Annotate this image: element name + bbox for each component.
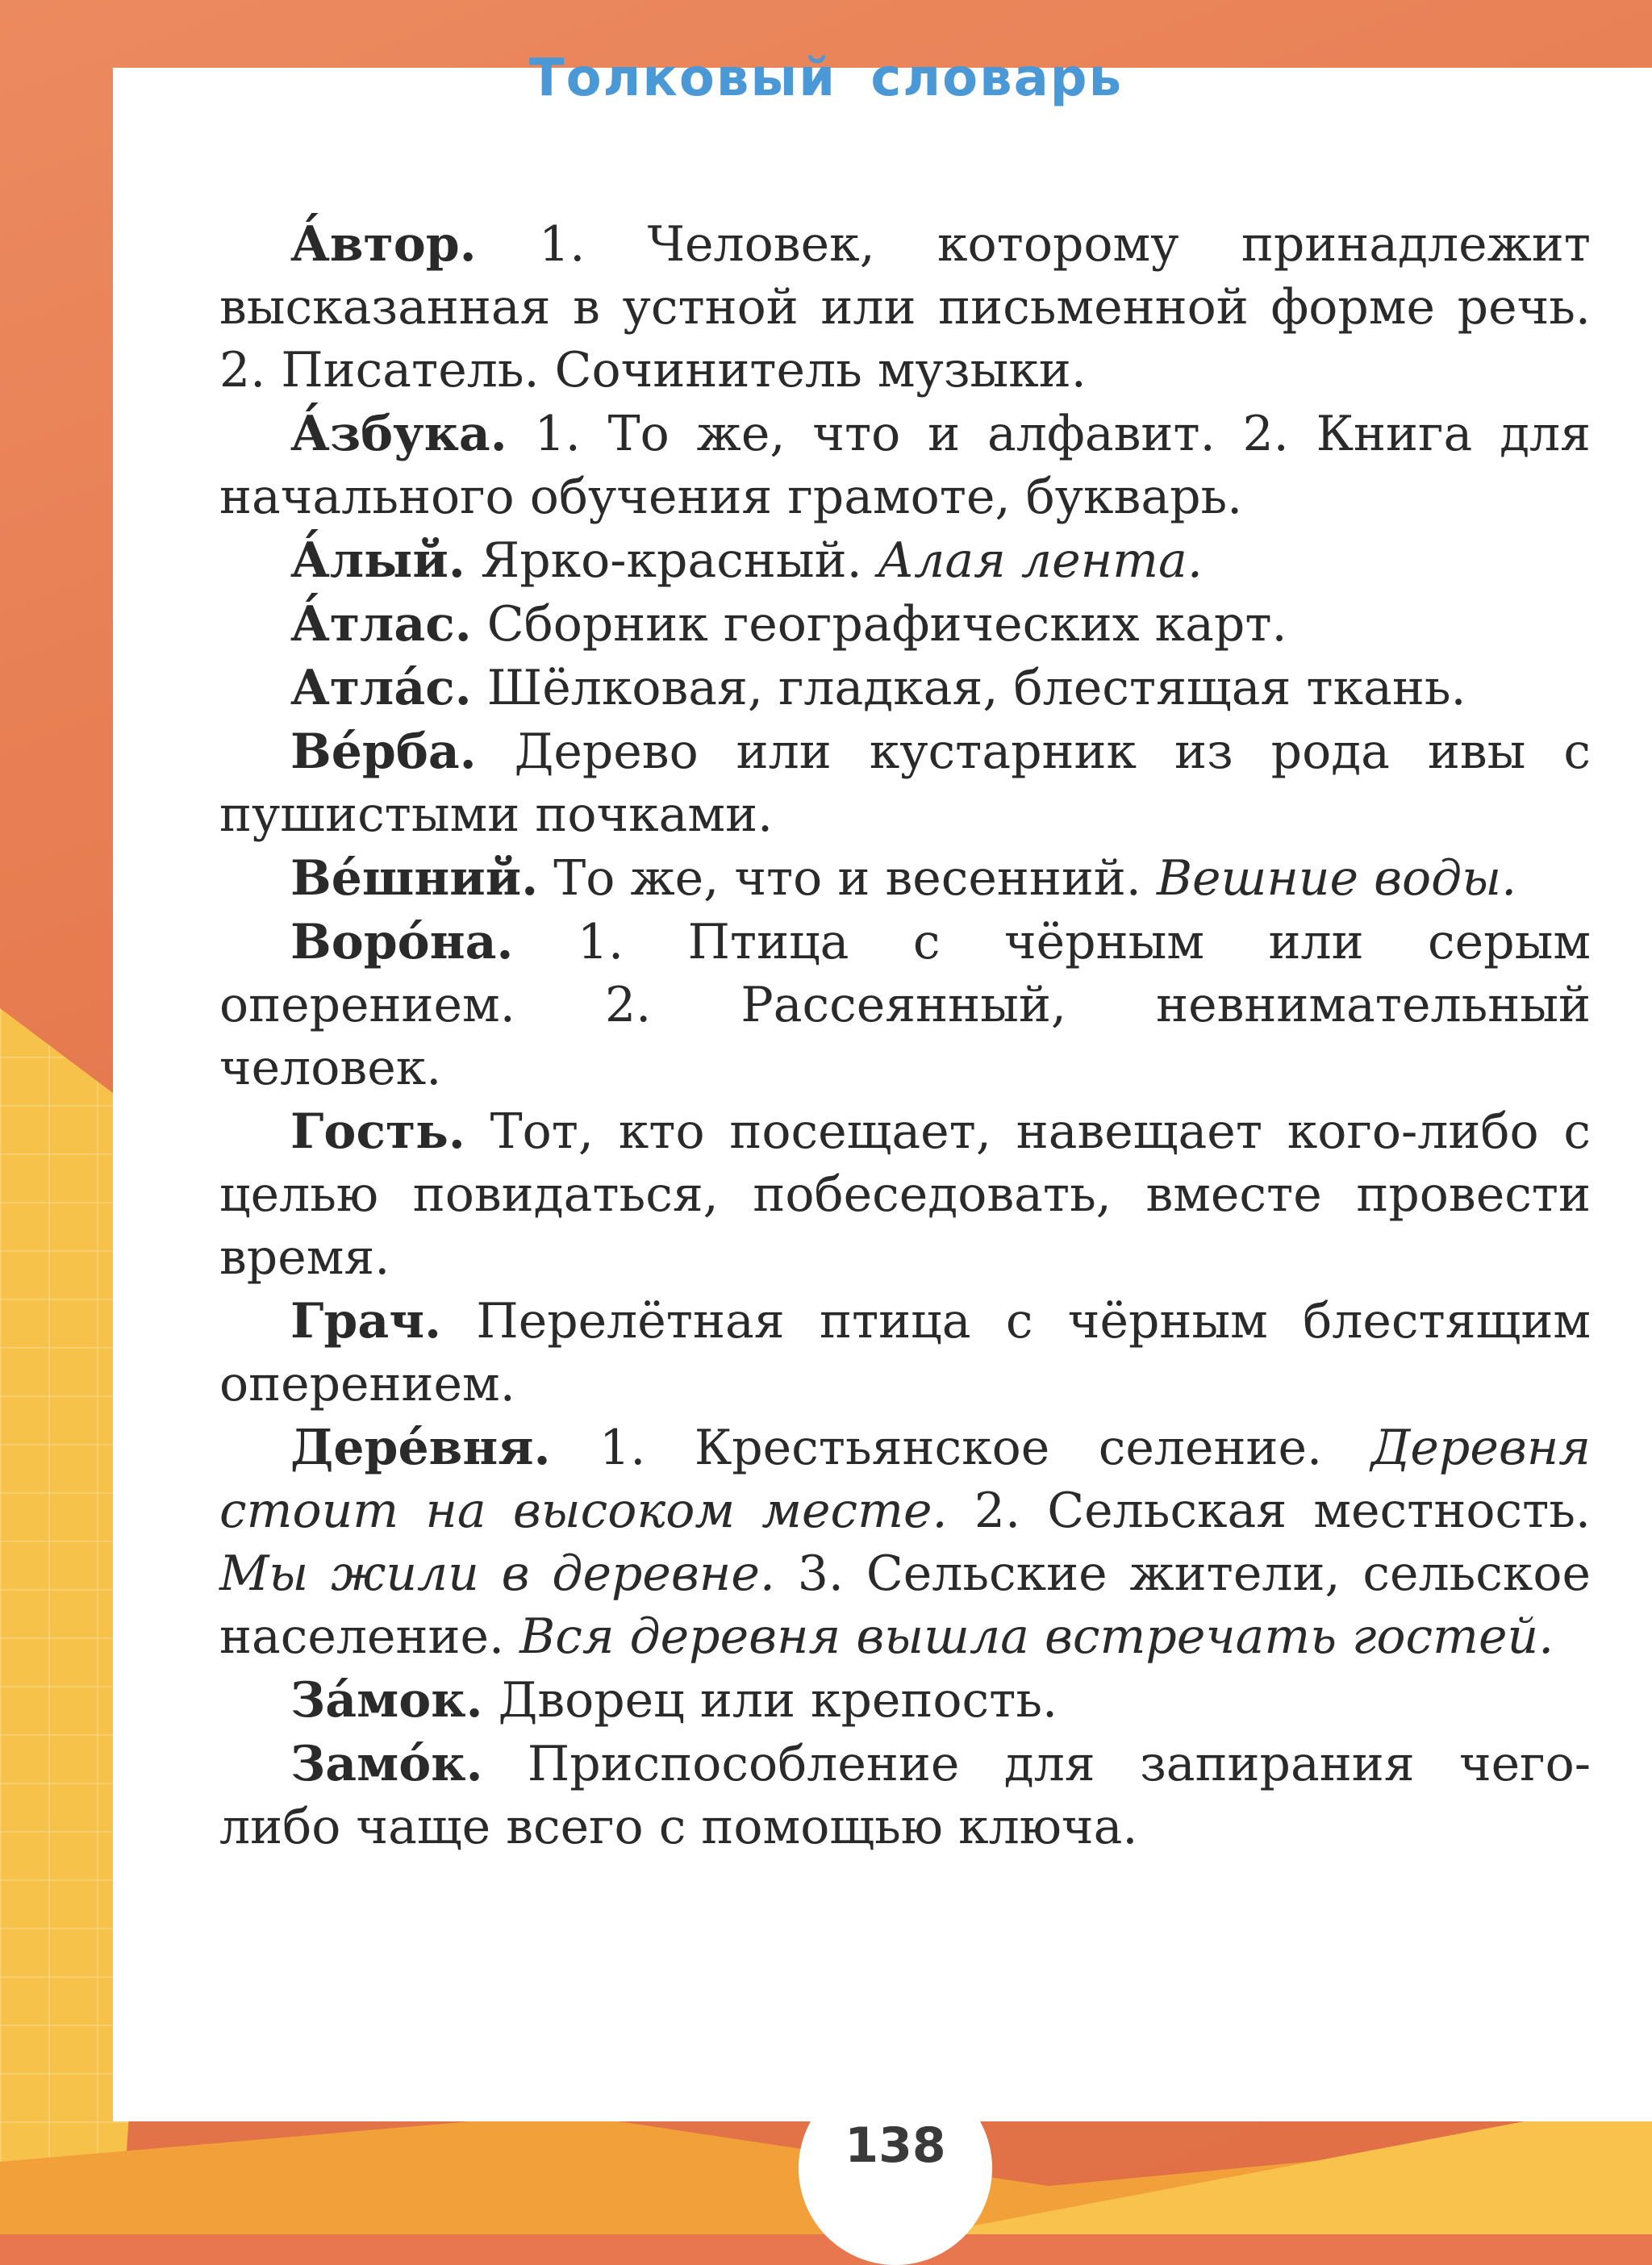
entry-definition: Шёлковая, гладкая, блестящая ткань. bbox=[471, 660, 1466, 716]
dictionary-entries bbox=[219, 213, 1591, 1859]
dictionary-entry bbox=[219, 720, 1591, 846]
entry-example: Вешние воды. bbox=[1156, 850, 1517, 907]
entry-headword: Воро́на. bbox=[290, 914, 514, 970]
entry-definition: Тот, кто посещает, навещает кого-либо с целью повидаться, побеседовать, вместе провести время. bbox=[219, 1103, 1591, 1286]
entry-headword: Замо́к. bbox=[290, 1736, 483, 1792]
entry-headword: Дере́вня. bbox=[290, 1420, 551, 1476]
entry-definition: Перелётная птица с чёрным блестящим оперением. bbox=[219, 1293, 1591, 1412]
entry-headword: Гость. bbox=[290, 1103, 465, 1160]
entry-headword: За́мок. bbox=[290, 1672, 483, 1729]
dictionary-entry bbox=[219, 529, 1591, 592]
entry-headword: Ве́рба. bbox=[290, 724, 477, 780]
dictionary-entry bbox=[219, 1733, 1591, 1858]
entry-definition: Приспособление для запирания чего-либо чаще всего с помощью ключа. bbox=[219, 1736, 1591, 1855]
entry-definition: 2. Сельская местность. bbox=[947, 1483, 1592, 1539]
page-number: 138 bbox=[845, 2117, 946, 2174]
entry-definition: Сборник географических карт. bbox=[471, 596, 1287, 653]
dictionary-entry bbox=[219, 1100, 1591, 1289]
entry-definition: 3. Сельские жители, сельское население. bbox=[219, 1545, 1591, 1665]
page-title: Толковый словарь bbox=[528, 48, 1124, 108]
entry-headword: А́втор. bbox=[290, 216, 477, 273]
entry-example: Алая лента. bbox=[877, 532, 1203, 589]
entry-headword: Ве́шний. bbox=[290, 850, 539, 907]
entry-definition: 1. Птица с чёрным или серым оперением. 2. Рассеянный, невнимательный человек. bbox=[219, 914, 1591, 1096]
entry-definition: 1. То же, что и алфавит. 2. Книга для начального обучения грамоте, букварь. bbox=[219, 406, 1591, 525]
entry-definition: 1. Крестьянское селение. bbox=[550, 1420, 1371, 1476]
dictionary-entry bbox=[219, 911, 1591, 1099]
dictionary-entry bbox=[219, 1416, 1591, 1668]
entry-example: Деревня стоит на высоком месте. bbox=[219, 1420, 1591, 1539]
dictionary-entry bbox=[219, 657, 1591, 720]
entry-definition: Дворец или крепость. bbox=[482, 1672, 1058, 1729]
dictionary-entry bbox=[219, 1669, 1591, 1732]
dictionary-entry bbox=[219, 1290, 1591, 1416]
entry-headword: А́збука. bbox=[290, 406, 507, 462]
dictionary-entry bbox=[219, 847, 1591, 910]
dictionary-entry bbox=[219, 593, 1591, 656]
entry-headword: А́тлас. bbox=[290, 596, 472, 653]
entry-definition: Ярко-красный. bbox=[465, 532, 878, 589]
entry-definition: То же, что и весенний. bbox=[538, 850, 1157, 907]
dictionary-entry bbox=[219, 213, 1591, 402]
dictionary-entry bbox=[219, 403, 1591, 528]
entry-definition: 1. Человек, которому принадлежит высказанная в устной или письменной форме речь. 2. Писатель. Сочинитель музыки. bbox=[219, 216, 1591, 398]
entry-definition: Дерево или кустарник из рода ивы с пушистыми почками. bbox=[219, 724, 1591, 843]
entry-example: Мы жили в деревне. bbox=[219, 1545, 775, 1602]
entry-headword: А́лый. bbox=[290, 532, 465, 589]
entry-example: Вся деревня вышла встречать гостей. bbox=[519, 1608, 1554, 1665]
entry-headword: Атла́с. bbox=[290, 660, 472, 716]
entry-headword: Грач. bbox=[290, 1293, 442, 1349]
